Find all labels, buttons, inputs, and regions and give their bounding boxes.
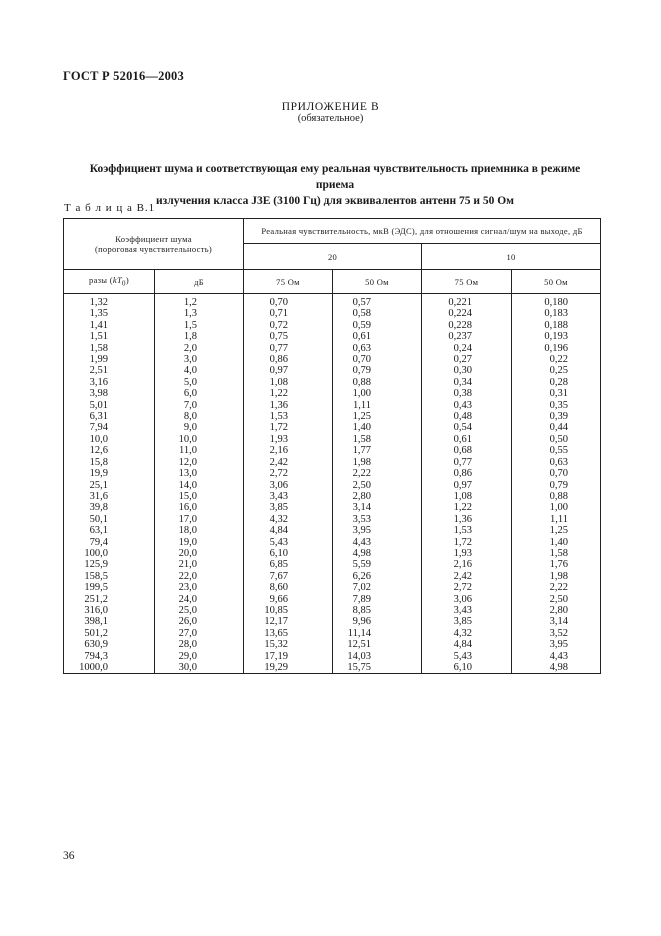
caption-line-2: излучения класса J3E (3100 Гц) для эквивалентов антенн 75 и 50 Ом: [156, 195, 514, 207]
table-cell: 1,40: [333, 422, 422, 433]
table-cell: 0,188: [512, 320, 601, 331]
table-cell: 1,58: [64, 343, 155, 354]
table-cell: 3,95: [512, 639, 601, 650]
table-row: [64, 605, 601, 616]
noise-figure-group-header: [64, 219, 244, 270]
table-cell: 0,228: [422, 320, 512, 331]
table-cell: 158,5: [64, 571, 155, 582]
table-cell: 13,65: [244, 628, 333, 639]
table-cell: 3,52: [512, 628, 601, 639]
table-cell: 5,43: [422, 651, 512, 662]
db-column-header: дБ: [155, 270, 244, 294]
table-cell: 2,16: [422, 559, 512, 570]
noise-figure-title: Коэффициент шума: [115, 234, 192, 244]
table-cell: 14,0: [155, 480, 244, 491]
noise-figure-subtitle: (пороговая чувствительность): [94, 244, 213, 254]
table-cell: 125,9: [64, 559, 155, 570]
table-cell: 1,35: [64, 308, 155, 319]
table-cell: 1,72: [422, 537, 512, 548]
table-cell: 1,41: [64, 320, 155, 331]
table-row: [64, 514, 601, 525]
table-row: [64, 320, 601, 331]
table-cell: 0,61: [422, 434, 512, 445]
table-cell: 0,63: [512, 457, 601, 468]
table-cell: 100,0: [64, 548, 155, 559]
table-cell: 2,80: [333, 491, 422, 502]
page-number: 36: [63, 850, 75, 862]
table-cell: 0,221: [422, 297, 512, 308]
table-cell: 0,48: [422, 411, 512, 422]
table-cell: 0,77: [244, 343, 333, 354]
table-cell: 794,3: [64, 651, 155, 662]
table-cell: 0,22: [512, 354, 601, 365]
table-cell: 6,0: [155, 388, 244, 399]
table-cell: 1,08: [422, 491, 512, 502]
table-cell: 3,43: [244, 491, 333, 502]
table-cell: 24,0: [155, 594, 244, 605]
table-cell: 0,54: [422, 422, 512, 433]
table-cell: 1000,0: [64, 662, 155, 674]
table-cell: 5,0: [155, 377, 244, 388]
table-cell: 3,06: [244, 480, 333, 491]
table-cell: 0,34: [422, 377, 512, 388]
table-row: [64, 502, 601, 513]
table-cell: 3,14: [512, 616, 601, 627]
table-cell: 1,2: [155, 297, 244, 308]
table-cell: 2,50: [512, 594, 601, 605]
table-cell: 17,19: [244, 651, 333, 662]
table-cell: 8,0: [155, 411, 244, 422]
table-cell: 4,32: [422, 628, 512, 639]
table-cell: 9,0: [155, 422, 244, 433]
table-cell: 79,4: [64, 537, 155, 548]
table-cell: 1,22: [244, 388, 333, 399]
table-cell: 1,36: [244, 400, 333, 411]
table-row: [64, 388, 601, 399]
table-cell: 1,08: [244, 377, 333, 388]
table-cell: 0,59: [333, 320, 422, 331]
table-row: [64, 422, 601, 433]
table-row: [64, 468, 601, 479]
table-cell: 15,75: [333, 662, 422, 674]
table-cell: 3,14: [333, 502, 422, 513]
table-cell: 0,86: [422, 468, 512, 479]
table-row: [64, 651, 601, 662]
table-cell: 0,63: [333, 343, 422, 354]
table-cell: 1,93: [244, 434, 333, 445]
table-cell: 0,224: [422, 308, 512, 319]
table-cell: 398,1: [64, 616, 155, 627]
table-cell: 0,43: [422, 400, 512, 411]
table-cell: 15,8: [64, 457, 155, 468]
table-cell: 12,6: [64, 445, 155, 456]
caption-line-1: Коэффициент шума и соответствующая ему реальная чувствительность приемника в режиме приема: [89, 163, 581, 191]
table-cell: 0,79: [333, 365, 422, 376]
table-body: [64, 294, 601, 674]
table-cell: 0,70: [512, 468, 601, 479]
table-cell: 1,25: [333, 411, 422, 422]
table-row: [64, 559, 601, 570]
table-cell: 199,5: [64, 582, 155, 593]
table-cell: 501,2: [64, 628, 155, 639]
table-cell: 19,29: [244, 662, 333, 674]
table-cell: 0,70: [333, 354, 422, 365]
table-cell: 16,0: [155, 502, 244, 513]
ohm50-snr10-header: 50 Ом: [512, 270, 601, 294]
table-row: [64, 434, 601, 445]
table-cell: 1,11: [512, 514, 601, 525]
table-cell: 5,43: [244, 537, 333, 548]
table-cell: 50,1: [64, 514, 155, 525]
table-cell: 27,0: [155, 628, 244, 639]
table-cell: 18,0: [155, 525, 244, 536]
table-cell: 9,66: [244, 594, 333, 605]
table-cell: 7,94: [64, 422, 155, 433]
table-cell: 4,84: [244, 525, 333, 536]
table-cell: 10,0: [64, 434, 155, 445]
table-cell: 0,44: [512, 422, 601, 433]
table-cell: 0,68: [422, 445, 512, 456]
table-cell: 0,31: [512, 388, 601, 399]
table-cell: 11,14: [333, 628, 422, 639]
table-cell: 4,98: [512, 662, 601, 674]
table-cell: 29,0: [155, 651, 244, 662]
table-cell: 0,196: [512, 343, 601, 354]
snr-20-header: 20: [244, 244, 422, 270]
table-cell: 2,0: [155, 343, 244, 354]
table-cell: 31,6: [64, 491, 155, 502]
table-cell: 1,58: [333, 434, 422, 445]
table-cell: 63,1: [64, 525, 155, 536]
table-cell: 14,03: [333, 651, 422, 662]
table-row: [64, 343, 601, 354]
table-cell: 0,27: [422, 354, 512, 365]
table-cell: 13,0: [155, 468, 244, 479]
table-cell: 4,84: [422, 639, 512, 650]
table-cell: 1,93: [422, 548, 512, 559]
table-cell: 25,0: [155, 605, 244, 616]
table-cell: 251,2: [64, 594, 155, 605]
table-cell: 39,8: [64, 502, 155, 513]
table-cell: 10,0: [155, 434, 244, 445]
table-cell: 1,25: [512, 525, 601, 536]
table-cell: 2,42: [244, 457, 333, 468]
table-cell: 2,80: [512, 605, 601, 616]
table-cell: 0,61: [333, 331, 422, 342]
table-row: [64, 297, 601, 308]
table-cell: 1,00: [333, 388, 422, 399]
appendix-title: ПРИЛОЖЕНИЕ В: [281, 101, 380, 113]
document-header: ГОСТ Р 52016—2003: [63, 69, 184, 83]
table-cell: 5,59: [333, 559, 422, 570]
table-row: [64, 365, 601, 376]
table-row: [64, 537, 601, 548]
table-cell: 4,32: [244, 514, 333, 525]
table-row: [64, 411, 601, 422]
table-cell: 3,98: [64, 388, 155, 399]
table-cell: 2,22: [333, 468, 422, 479]
table-cell: 630,9: [64, 639, 155, 650]
table-cell: 1,32: [64, 297, 155, 308]
table-row: [64, 457, 601, 468]
table-row: [64, 525, 601, 536]
table-cell: 1,98: [512, 571, 601, 582]
ohm50-snr20-header: 50 Ом: [333, 270, 422, 294]
table-cell: 2,42: [422, 571, 512, 582]
table-cell: 1,36: [422, 514, 512, 525]
table-cell: 0,38: [422, 388, 512, 399]
table-cell: 316,0: [64, 605, 155, 616]
table-cell: 3,0: [155, 354, 244, 365]
table-cell: 0,88: [333, 377, 422, 388]
table-cell: 25,1: [64, 480, 155, 491]
table-cell: 4,43: [333, 537, 422, 548]
table-cell: 1,53: [422, 525, 512, 536]
table-cell: 6,26: [333, 571, 422, 582]
table-cell: 1,53: [244, 411, 333, 422]
ohm75-snr10-header: 75 Ом: [422, 270, 512, 294]
table-cell: 0,24: [422, 343, 512, 354]
table-cell: 23,0: [155, 582, 244, 593]
table-row: [64, 445, 601, 456]
table-cell: 15,0: [155, 491, 244, 502]
table-cell: 2,22: [512, 582, 601, 593]
table-cell: 0,193: [512, 331, 601, 342]
table-cell: 8,60: [244, 582, 333, 593]
table-row: [64, 594, 601, 605]
table-cell: 11,0: [155, 445, 244, 456]
table-cell: 1,58: [512, 548, 601, 559]
table-cell: 0,79: [512, 480, 601, 491]
table-cell: 21,0: [155, 559, 244, 570]
table-cell: 3,95: [333, 525, 422, 536]
table-cell: 7,67: [244, 571, 333, 582]
table-cell: 19,0: [155, 537, 244, 548]
table-cell: 12,0: [155, 457, 244, 468]
table-cell: 3,16: [64, 377, 155, 388]
table-cell: 0,58: [333, 308, 422, 319]
table-cell: 0,57: [333, 297, 422, 308]
table-cell: 0,28: [512, 377, 601, 388]
table-cell: 0,50: [512, 434, 601, 445]
table-cell: 1,00: [512, 502, 601, 513]
table-cell: 26,0: [155, 616, 244, 627]
table-cell: 2,72: [422, 582, 512, 593]
table-cell: 28,0: [155, 639, 244, 650]
table-cell: 1,98: [333, 457, 422, 468]
table-row: [64, 480, 601, 491]
table-cell: 1,72: [244, 422, 333, 433]
table-cell: 3,85: [244, 502, 333, 513]
table-cell: 17,0: [155, 514, 244, 525]
table-cell: 1,76: [512, 559, 601, 570]
table-row: [64, 628, 601, 639]
table-row: [64, 582, 601, 593]
table-cell: 2,72: [244, 468, 333, 479]
table-cell: 0,35: [512, 400, 601, 411]
table-cell: 1,11: [333, 400, 422, 411]
table-cell: 0,183: [512, 308, 601, 319]
table-cell: 0,25: [512, 365, 601, 376]
table-cell: 0,71: [244, 308, 333, 319]
table-cell: 0,237: [422, 331, 512, 342]
table-cell: 6,10: [244, 548, 333, 559]
table-cell: 4,0: [155, 365, 244, 376]
table-cell: 2,16: [244, 445, 333, 456]
table-cell: 9,96: [333, 616, 422, 627]
times-column-header: разы $(kT_0)$: [64, 270, 155, 294]
table-cell: 7,89: [333, 594, 422, 605]
appendix-subtitle: (обязательное): [297, 113, 364, 124]
table-cell: 30,0: [155, 662, 244, 674]
table-cell: 6,31: [64, 411, 155, 422]
table-row: [64, 616, 601, 627]
table-cell: 1,8: [155, 331, 244, 342]
table-cell: 0,97: [244, 365, 333, 376]
sensitivity-table: [63, 218, 601, 674]
table-row: [64, 491, 601, 502]
table-cell: 1,3: [155, 308, 244, 319]
table-cell: 3,06: [422, 594, 512, 605]
table-cell: 3,53: [333, 514, 422, 525]
table-cell: 1,51: [64, 331, 155, 342]
table-cell: 4,43: [512, 651, 601, 662]
table-cell: 0,75: [244, 331, 333, 342]
table-cell: 19,9: [64, 468, 155, 479]
table-cell: 20,0: [155, 548, 244, 559]
table-cell: 1,5: [155, 320, 244, 331]
table-cell: 0,97: [422, 480, 512, 491]
table-cell: 3,85: [422, 616, 512, 627]
ohm75-snr20-header: 75 Ом: [244, 270, 333, 294]
table-cell: 12,51: [333, 639, 422, 650]
table-cell: 0,39: [512, 411, 601, 422]
table-cell: 0,70: [244, 297, 333, 308]
table-row: [64, 354, 601, 365]
table-cell: 22,0: [155, 571, 244, 582]
table-cell: 4,98: [333, 548, 422, 559]
table-cell: 1,77: [333, 445, 422, 456]
table-cell: 0,72: [244, 320, 333, 331]
table-cell: 0,77: [422, 457, 512, 468]
table-cell: 2,50: [333, 480, 422, 491]
table-cell: 0,180: [512, 297, 601, 308]
table-cell: 15,32: [244, 639, 333, 650]
table-row: [64, 377, 601, 388]
table-cell: 7,0: [155, 400, 244, 411]
table-row: [64, 639, 601, 650]
table-cell: 1,40: [512, 537, 601, 548]
table-cell: 7,02: [333, 582, 422, 593]
table-row: [64, 548, 601, 559]
table-row: [64, 400, 601, 411]
table-cell: 1,99: [64, 354, 155, 365]
table-cell: 0,86: [244, 354, 333, 365]
table-row: [64, 308, 601, 319]
table-cell: 2,51: [64, 365, 155, 376]
table-cell: 0,30: [422, 365, 512, 376]
table-row: [64, 331, 601, 342]
table-row: [64, 571, 601, 582]
table-cell: 0,55: [512, 445, 601, 456]
table-cell: 6,10: [422, 662, 512, 674]
table-cell: 12,17: [244, 616, 333, 627]
table-label: Т а б л и ц а В.1: [64, 202, 156, 214]
table-cell: 5,01: [64, 400, 155, 411]
table-cell: 3,43: [422, 605, 512, 616]
sensitivity-group-header: Реальная чувствительность, мкВ (ЭДС), для отношения сигнал/шум на выходе, дБ: [244, 219, 601, 244]
table-cell: 6,85: [244, 559, 333, 570]
table-cell: 10,85: [244, 605, 333, 616]
table-cell: 1,22: [422, 502, 512, 513]
table-row: [64, 662, 601, 674]
snr-10-header: 10: [422, 244, 601, 270]
table-cell: 8,85: [333, 605, 422, 616]
table-cell: 0,88: [512, 491, 601, 502]
